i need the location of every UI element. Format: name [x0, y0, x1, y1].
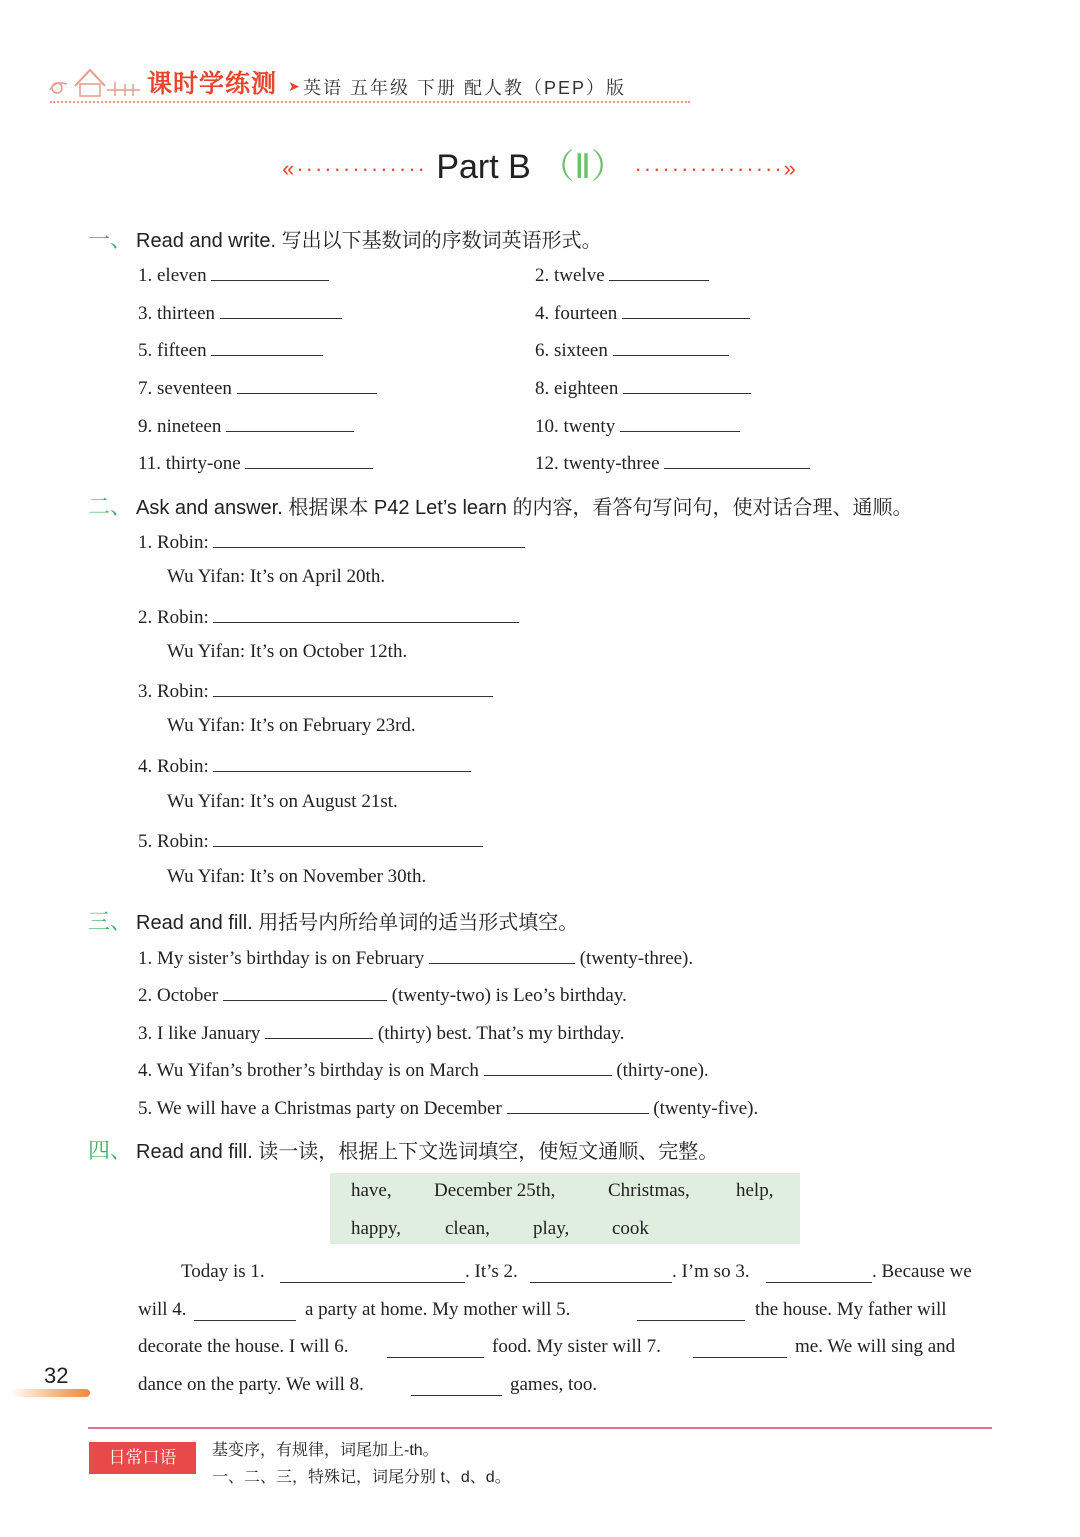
answer-blank[interactable] — [623, 375, 751, 394]
word-bank-word: Christmas, — [608, 1180, 690, 1201]
answer-blank[interactable] — [237, 375, 377, 394]
word-bank-word: happy, — [351, 1218, 401, 1239]
passage-text: dance on the party. We will 8. — [138, 1374, 364, 1395]
passage-blank-4[interactable] — [194, 1302, 296, 1321]
passage-blank-8[interactable] — [411, 1377, 502, 1396]
passage-text: the house. My father will — [755, 1299, 947, 1320]
answer-blank[interactable] — [213, 828, 483, 847]
passage-text: games, too. — [510, 1374, 598, 1395]
passage-text: Today is 1. — [181, 1261, 265, 1282]
s2-question-5: 5. Robin: — [138, 828, 483, 853]
page-number: 32 — [44, 1363, 69, 1388]
section-3-heading: 三、 Read and fill. 用括号内所给单词的适当形式填空。 — [88, 909, 579, 934]
passage-blank-6[interactable] — [387, 1339, 484, 1358]
answer-blank[interactable] — [220, 300, 342, 319]
s1-item-11: 11. thirty-one — [138, 450, 373, 475]
left-chevron-icon: «·············· — [282, 156, 427, 182]
right-chevron-icon: ················» — [634, 156, 798, 182]
passage-text: me. We will sing and — [795, 1336, 956, 1357]
s1-item-1: 1. eleven — [138, 262, 329, 287]
page-title — [0, 139, 1080, 188]
passage-text: decorate the house. I will 6. — [138, 1336, 349, 1357]
footer-divider — [88, 1427, 992, 1429]
footer-rhyme-line-2: 一、二、三，特殊记，词尾分别 t、d、d。 — [212, 1469, 511, 1486]
section-4-heading: 四、 Read and fill. 读一读，根据上下文选词填空，使短文通顺、完整。 — [88, 1138, 719, 1163]
answer-blank[interactable] — [213, 604, 519, 623]
answer-blank[interactable] — [622, 300, 750, 319]
answer-blank[interactable] — [213, 678, 493, 697]
answer-blank[interactable] — [609, 262, 709, 281]
s1-item-4: 4. fourteen — [535, 300, 750, 325]
word-bank-word: December 25th, — [434, 1180, 556, 1201]
series-brand: 课时学练测 — [147, 70, 278, 98]
s1-item-12: 12. twenty-three — [535, 450, 810, 475]
arrow-icon: ➤ — [288, 78, 300, 94]
page-number-bar — [10, 1389, 90, 1397]
answer-blank[interactable] — [213, 753, 471, 772]
book-subtitle: 英语 五年级 下册 配人教（PEP）版 — [303, 78, 627, 98]
answer-blank[interactable] — [620, 413, 740, 432]
word-bank-word: help, — [736, 1180, 774, 1201]
answer-blank[interactable] — [265, 1020, 373, 1039]
s1-item-3: 3. thirteen — [138, 300, 342, 325]
s3-item-5: 5. We will have a Christmas party on December (twenty-five). — [138, 1095, 758, 1120]
answer-blank[interactable] — [226, 413, 354, 432]
header-divider — [50, 101, 690, 103]
s1-item-2: 2. twelve — [535, 262, 709, 287]
footer-tag: 日常口语 — [89, 1442, 196, 1474]
answer-blank[interactable] — [664, 450, 810, 469]
house-logo-icon — [45, 60, 145, 102]
s2-question-1: 1. Robin: — [138, 529, 525, 554]
passage-blank-5[interactable] — [637, 1302, 745, 1321]
word-bank-word: cook — [612, 1218, 649, 1239]
s2-answer-5: Wu Yifan: It’s on November 30th. — [167, 866, 427, 887]
title-main: Part B — [436, 148, 531, 186]
answer-blank[interactable] — [211, 337, 323, 356]
s1-item-10: 10. twenty — [535, 413, 740, 438]
footer-rhyme-line-1: 基变序，有规律，词尾加上-th。 — [212, 1442, 439, 1459]
s1-item-8: 8. eighteen — [535, 375, 751, 400]
answer-blank[interactable] — [223, 982, 387, 1001]
s1-item-7: 7. seventeen — [138, 375, 377, 400]
passage-text: . Because we — [872, 1261, 972, 1282]
s2-answer-1: Wu Yifan: It’s on April 20th. — [167, 566, 386, 587]
passage-blank-2[interactable] — [530, 1264, 672, 1283]
answer-blank[interactable] — [213, 529, 525, 548]
answer-blank[interactable] — [429, 945, 575, 964]
answer-blank[interactable] — [613, 337, 729, 356]
answer-blank[interactable] — [507, 1095, 649, 1114]
answer-blank[interactable] — [211, 262, 329, 281]
passage-text: . I’m so 3. — [672, 1261, 750, 1282]
section-2-heading: 二、 Ask and answer. 根据课本 P42 Let’s learn 的内容，看答句写问句，使对话合理、通顺。 — [88, 494, 913, 519]
s2-answer-2: Wu Yifan: It’s on October 12th. — [167, 641, 408, 662]
passage-blank-1[interactable] — [280, 1264, 465, 1283]
s1-item-9: 9. nineteen — [138, 413, 354, 438]
s3-item-3: 3. I like January (thirty) best. That’s my birthday. — [138, 1020, 624, 1045]
s2-question-3: 3. Robin: — [138, 678, 493, 703]
s1-item-5: 5. fifteen — [138, 337, 323, 362]
word-bank-word: clean, — [445, 1218, 490, 1239]
s3-item-1: 1. My sister’s birthday is on February (twenty-three). — [138, 945, 693, 970]
passage-text: will 4. — [138, 1299, 187, 1320]
s2-question-4: 4. Robin: — [138, 753, 471, 778]
passage-text: food. My sister will 7. — [492, 1336, 661, 1357]
word-bank-word: play, — [533, 1218, 570, 1239]
title-roman: （Ⅱ） — [540, 148, 625, 186]
s2-answer-4: Wu Yifan: It’s on August 21st. — [167, 791, 398, 812]
s3-item-2: 2. October (twenty-two) is Leo’s birthday. — [138, 982, 627, 1007]
answer-blank[interactable] — [484, 1057, 612, 1076]
s3-item-4: 4. Wu Yifan’s brother’s birthday is on March (thirty-one). — [138, 1057, 709, 1082]
passage-blank-3[interactable] — [766, 1264, 872, 1283]
s2-answer-3: Wu Yifan: It’s on February 23rd. — [167, 715, 416, 736]
answer-blank[interactable] — [245, 450, 373, 469]
passage-blank-7[interactable] — [693, 1339, 787, 1358]
section-1-heading: 一、 Read and write. 写出以下基数词的序数词英语形式。 — [88, 227, 602, 252]
s2-question-2: 2. Robin: — [138, 604, 519, 629]
passage-text: . It’s 2. — [465, 1261, 518, 1282]
word-bank-word: have, — [351, 1180, 392, 1201]
passage-text: a party at home. My mother will 5. — [305, 1299, 571, 1320]
s1-item-6: 6. sixteen — [535, 337, 729, 362]
